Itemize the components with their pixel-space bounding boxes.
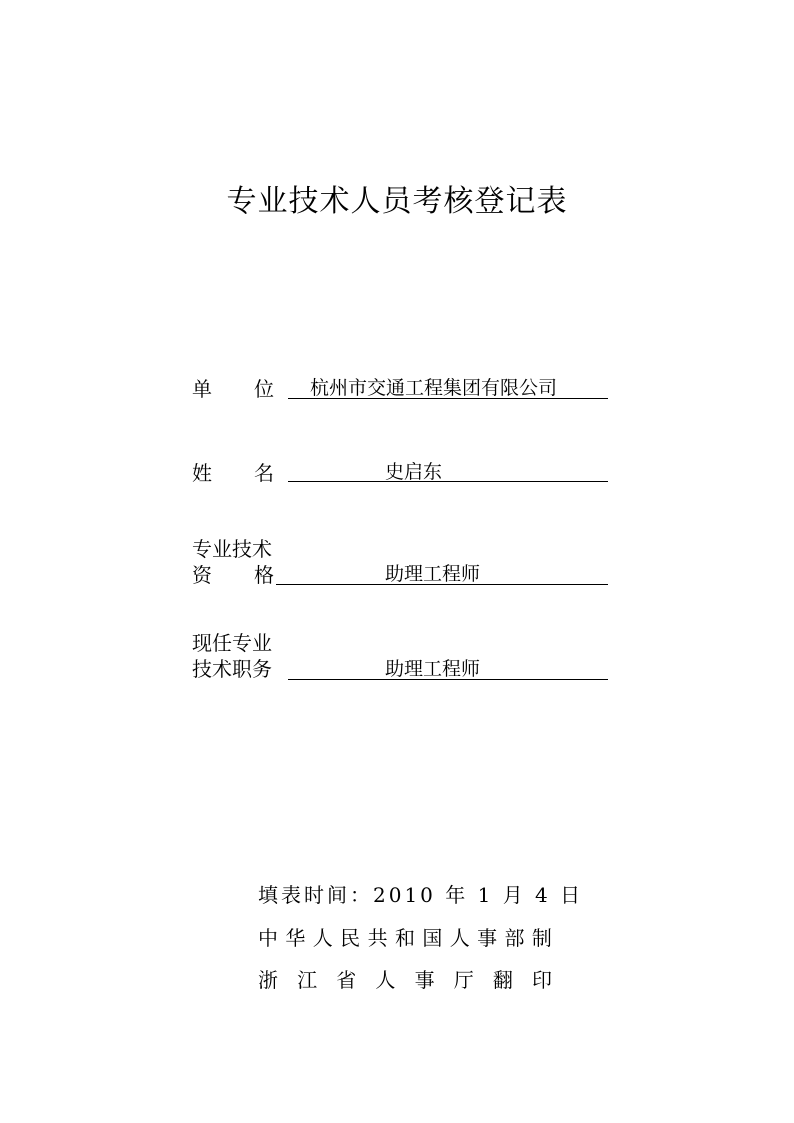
fill-date-label: 填表时间： — [258, 883, 373, 907]
printer-char: 厅 — [453, 968, 474, 992]
printer-char: 印 — [531, 968, 552, 992]
document-title: 专业技术人员考核登记表 — [226, 184, 568, 219]
printer-line — [258, 966, 552, 994]
issuer-char: 民 — [340, 926, 361, 950]
qualification-label-line2 — [192, 562, 274, 588]
name-label-char: 名 — [254, 461, 274, 485]
issuer-line — [258, 924, 552, 952]
fill-date-line — [258, 881, 584, 909]
qualification-label-char: 资 — [192, 563, 212, 587]
issuer-char: 部 — [504, 926, 525, 950]
printer-char: 事 — [414, 968, 435, 992]
qualification-underline — [276, 584, 608, 585]
printer-char: 江 — [297, 968, 318, 992]
position-label-line2: 技术职务 — [192, 657, 272, 681]
unit-label-char: 位 — [254, 377, 274, 401]
name-value: 史启东 — [385, 461, 443, 483]
qualification-label-char: 格 — [254, 563, 274, 587]
printer-char: 浙 — [258, 968, 278, 992]
qualification-label-line1: 专业技术 — [192, 537, 272, 561]
unit-label-char: 单 — [192, 377, 212, 401]
issuer-char: 国 — [422, 926, 443, 950]
name-label-char: 姓 — [192, 461, 212, 485]
position-value: 助理工程师 — [385, 658, 481, 680]
name-underline — [288, 481, 608, 482]
issuer-char: 事 — [477, 926, 498, 950]
printer-char: 人 — [375, 968, 396, 992]
issuer-char: 制 — [531, 926, 552, 950]
unit-label — [192, 376, 274, 402]
fill-date-value: 2010 年 1 月 4 日 — [373, 883, 584, 907]
issuer-char: 中 — [258, 926, 278, 950]
issuer-char: 共 — [367, 926, 388, 950]
issuer-char: 华 — [285, 926, 306, 950]
position-label-line1: 现任专业 — [192, 631, 272, 655]
printer-char: 省 — [336, 968, 357, 992]
issuer-char: 人 — [449, 926, 470, 950]
unit-underline — [288, 398, 608, 399]
printer-char: 翻 — [492, 968, 513, 992]
name-label — [192, 460, 274, 486]
qualification-value: 助理工程师 — [385, 563, 481, 585]
unit-value: 杭州市交通工程集团有限公司 — [310, 377, 558, 399]
issuer-char: 和 — [394, 926, 415, 950]
position-underline — [288, 679, 608, 680]
issuer-char: 人 — [312, 926, 333, 950]
